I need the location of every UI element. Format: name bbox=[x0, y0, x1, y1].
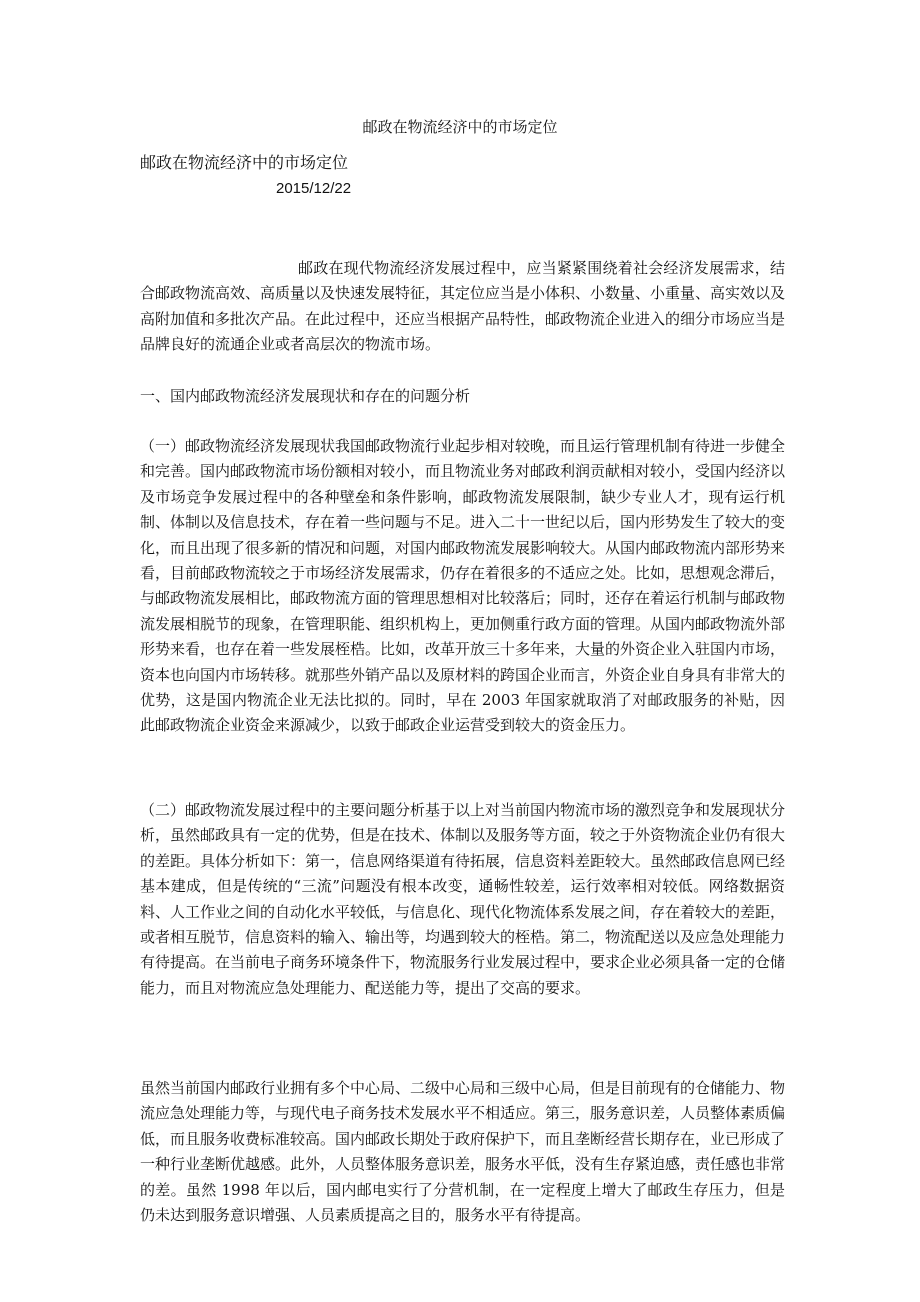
document-subtitle: 邮政在物流经济中的市场定位 bbox=[140, 153, 349, 172]
section-heading: 一、国内邮政物流经济发展现状和存在的问题分析 bbox=[140, 387, 471, 405]
intro-paragraph: 邮政在现代物流经济发展过程中，应当紧紧围绕着社会经济发展需求，结合邮政物流高效、高质量以及快速发展特征，其定位应当是小体积、小数量、小重量、高实效以及高附加值和多批次产品。在此过程中，还应当根据产品特性，邮政物流企业进入的细分市场应当是品牌良好的流通企业或者高层次的物流市场。 bbox=[140, 259, 786, 354]
document-title: 邮政在物流经济中的市场定位 bbox=[362, 118, 558, 136]
document-date: 2015/12/22 bbox=[276, 180, 352, 197]
section-2-paragraph-continued: 虽然当前国内邮政行业拥有多个中心局、二级中心局和三级中心局，但是目前现有的仓储能力、物流应急处理能力等，与现代电子商务技术发展水平不相适应。第三，服务意识差，人员整体素质偏低，而且服务收费标准较高。国内邮政长期处于政府保护下，而且垄断经营长期存在，业已形成了一种行业垄断优越感。此外，人员整体服务意识差，服务水平低，没有生存紧迫感，责任感也非常的差。虽然 1998 年以后，国内邮电实行了分营机制，在一定程度上增大了邮政生存压力，但是仍未达到服务意识增强、人员素质提高之目的，服务水平有待提高。 bbox=[140, 1079, 786, 1225]
section-2-paragraph: （二）邮政物流发展过程中的主要问题分析基于以上对当前国内物流市场的激烈竞争和发展现状分析，虽然邮政具有一定的优势，但是在技术、体制以及服务等方面，较之于外资物流企业仍有很大的差距。具体分析如下：第一，信息网络渠道有待拓展，信息资料差距较大。虽然邮政信息网已经基本建成，但是传统的“三流”问题没有根本改变，通畅性较差，运行效率相对较低。网络数据资料、人工作业之间的自动化水平较低，与信息化、现代化物流体系发展之间，存在着较大的差距，或者相互脱节，信息资料的输入、输出等，均遇到较大的桎梏。第二，物流配送以及应急处理能力有待提高。在当前电子商务环境条件下，物流服务行业发展过程中，要求企业必须具备一定的仓储能力，而且对物流应急处理能力、配送能力等，提出了交高的要求。 bbox=[140, 801, 786, 997]
section-1-paragraph: （一）邮政物流经济发展现状我国邮政物流行业起步相对较晚，而且运行管理机制有待进一步健全和完善。国内邮政物流市场份额相对较小，而且物流业务对邮政利润贡献相对较小，受国内经济以及市场竞争发展过程中的各种壁垒和条件影响，邮政物流发展限制，缺少专业人才，现有运行机制、体制以及信息技术，存在着一些问题与不足。进入二十一世纪以后，国内形势发生了较大的变化，而且出现了很多新的情况和问题，对国内邮政物流发展影响较大。从国内邮政物流内部形势来看，目前邮政物流较之于市场经济发展需求，仍存在着很多的不适应之处。比如，思想观念滞后，与邮政物流发展相比，邮政物流方面的管理思想相对比较落后；同时，还存在着运行机制与邮政物流发展相脱节的现象，在管理职能、组织机构上，更加侧重行政方面的管理。从国内邮政物流外部形势来看，也存在着一些发展桎梏。比如，改革开放三十多年来，大量的外资企业入驻国内市场，资本也向国内市场转移。就那些外销产品以及原材料的跨国企业而言，外资企业自身具有非常大的优势，这是国内物流企业无法比拟的。同时，早在 2003 年国家就取消了对邮政服务的补贴，因此邮政物流企业资金来源减少，以致于邮政企业运营受到较大的资金压力。 bbox=[140, 437, 786, 735]
